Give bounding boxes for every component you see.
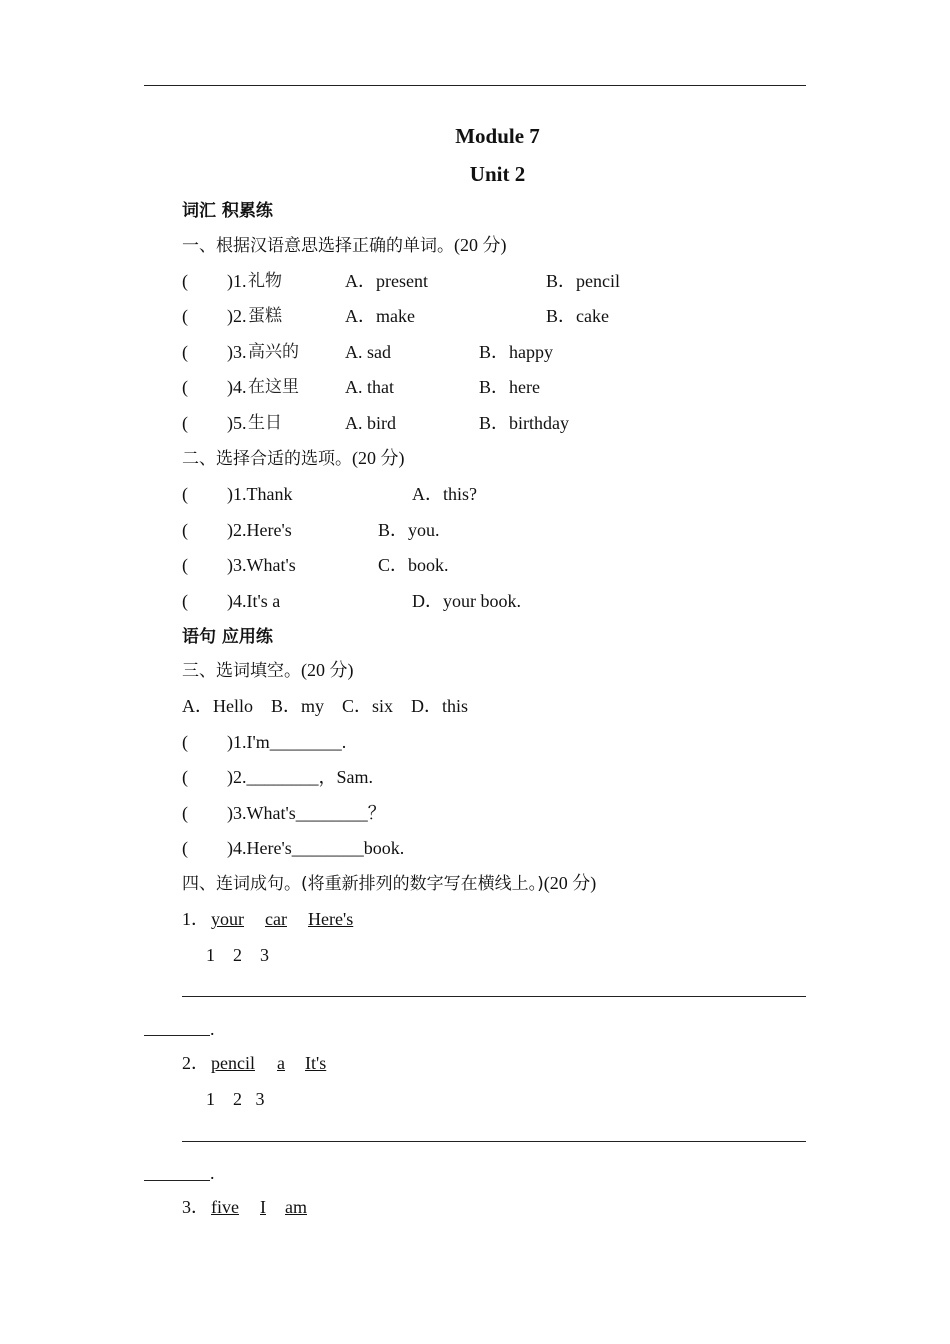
- item-chinese: 在这里: [248, 377, 299, 397]
- part4-title-text: 四、连词成句。: [182, 874, 301, 894]
- word-order-digits: 1 2 3: [206, 1089, 265, 1109]
- answer-paren[interactable]: (: [182, 377, 188, 397]
- part3-word-options: A．Hello B．my C．six D．this: [182, 696, 469, 716]
- answer-line-continued[interactable]: [144, 1035, 210, 1036]
- item-number: )1.: [227, 271, 247, 291]
- answer-paren[interactable]: (: [182, 271, 188, 291]
- answer-line[interactable]: [182, 1141, 806, 1142]
- part2-score: (20 分): [352, 448, 405, 468]
- part1-score: (20 分): [454, 235, 507, 255]
- scrambled-word: Here's: [308, 909, 354, 929]
- part3-title: [182, 659, 354, 682]
- answer-paren[interactable]: (: [182, 803, 188, 823]
- item-number: 1．: [182, 909, 209, 929]
- item-number: )2.: [227, 306, 247, 326]
- answer-paren[interactable]: (: [182, 413, 188, 433]
- option-b: B．here: [479, 377, 540, 397]
- answer-paren[interactable]: (: [182, 342, 188, 362]
- part4-instruction: (将重新排列的数字写在横线上。): [301, 874, 544, 894]
- scrambled-word: your: [211, 909, 244, 929]
- option-b: B．pencil: [546, 271, 620, 291]
- answer-paren[interactable]: (: [182, 555, 188, 575]
- part4-title: [182, 872, 596, 895]
- match-left: )2.Here's: [227, 520, 292, 540]
- item-number: )4.: [227, 377, 247, 397]
- scrambled-word: pencil: [211, 1053, 255, 1073]
- section-heading-sentences: 语句 应用练: [182, 627, 273, 647]
- sentence-end-period: .: [210, 1163, 215, 1183]
- answer-paren[interactable]: (: [182, 767, 188, 787]
- answer-line-continued[interactable]: [144, 1180, 210, 1181]
- match-right: D．your book.: [412, 591, 521, 611]
- fill-blank-sentence[interactable]: )2.________，Sam.: [227, 767, 373, 787]
- top-rule: [144, 85, 806, 86]
- sentence-end-period: .: [210, 1019, 215, 1039]
- answer-paren[interactable]: (: [182, 306, 188, 326]
- word-order-digits: 1 2 3: [206, 945, 269, 965]
- answer-paren[interactable]: (: [182, 591, 188, 611]
- scrambled-word: It's: [305, 1053, 327, 1073]
- section-heading-vocabulary: 词汇 积累练: [182, 201, 273, 221]
- answer-line[interactable]: [182, 996, 806, 997]
- item-number: 2．: [182, 1053, 209, 1073]
- scrambled-word: I: [260, 1197, 266, 1217]
- option-a: A. sad: [345, 342, 391, 362]
- match-left: )1.Thank: [227, 484, 293, 504]
- item-chinese: 高兴的: [248, 342, 299, 362]
- part2-title: [182, 447, 405, 470]
- match-left: )4.It's a: [227, 591, 281, 611]
- match-right: C．book.: [378, 555, 449, 575]
- option-a: A. that: [345, 377, 394, 397]
- option-a: A．make: [345, 306, 415, 326]
- part2-title-text: 二、选择合适的选项。: [182, 449, 352, 469]
- fill-blank-sentence[interactable]: )4.Here's________book.: [227, 838, 405, 858]
- item-chinese: 礼物: [248, 271, 282, 291]
- item-chinese: 蛋糕: [248, 306, 282, 326]
- part1-title-text: 一、根据汉语意思选择正确的单词。: [182, 236, 454, 256]
- answer-paren[interactable]: (: [182, 838, 188, 858]
- item-chinese: 生日: [248, 413, 282, 433]
- fill-blank-sentence[interactable]: )3.What's________？: [227, 803, 386, 823]
- option-b: B．cake: [546, 306, 609, 326]
- part4-score: (20 分): [543, 873, 597, 893]
- answer-paren[interactable]: (: [182, 520, 188, 540]
- fill-blank-sentence[interactable]: )1.I'm________.: [227, 732, 347, 752]
- answer-paren[interactable]: (: [182, 484, 188, 504]
- item-number: )5.: [227, 413, 247, 433]
- match-right: A．this?: [412, 484, 477, 504]
- answer-paren[interactable]: (: [182, 732, 188, 752]
- part3-title-text: 三、选词填空。: [182, 661, 301, 681]
- scrambled-word: five: [211, 1197, 239, 1217]
- option-a: A．present: [345, 271, 428, 291]
- scrambled-word: am: [285, 1197, 307, 1217]
- part3-score: (20 分): [301, 660, 354, 680]
- scrambled-word: car: [265, 909, 287, 929]
- scrambled-word: a: [277, 1053, 285, 1073]
- match-right: B．you.: [378, 520, 440, 540]
- option-b: B．birthday: [479, 413, 569, 433]
- option-b: B．happy: [479, 342, 553, 362]
- option-a: A. bird: [345, 413, 396, 433]
- item-number: )3.: [227, 342, 247, 362]
- item-number: 3．: [182, 1197, 209, 1217]
- unit-title: Unit 2: [469, 162, 526, 186]
- part1-title: [182, 234, 507, 257]
- match-left: )3.What's: [227, 555, 296, 575]
- module-title: Module 7: [455, 124, 540, 148]
